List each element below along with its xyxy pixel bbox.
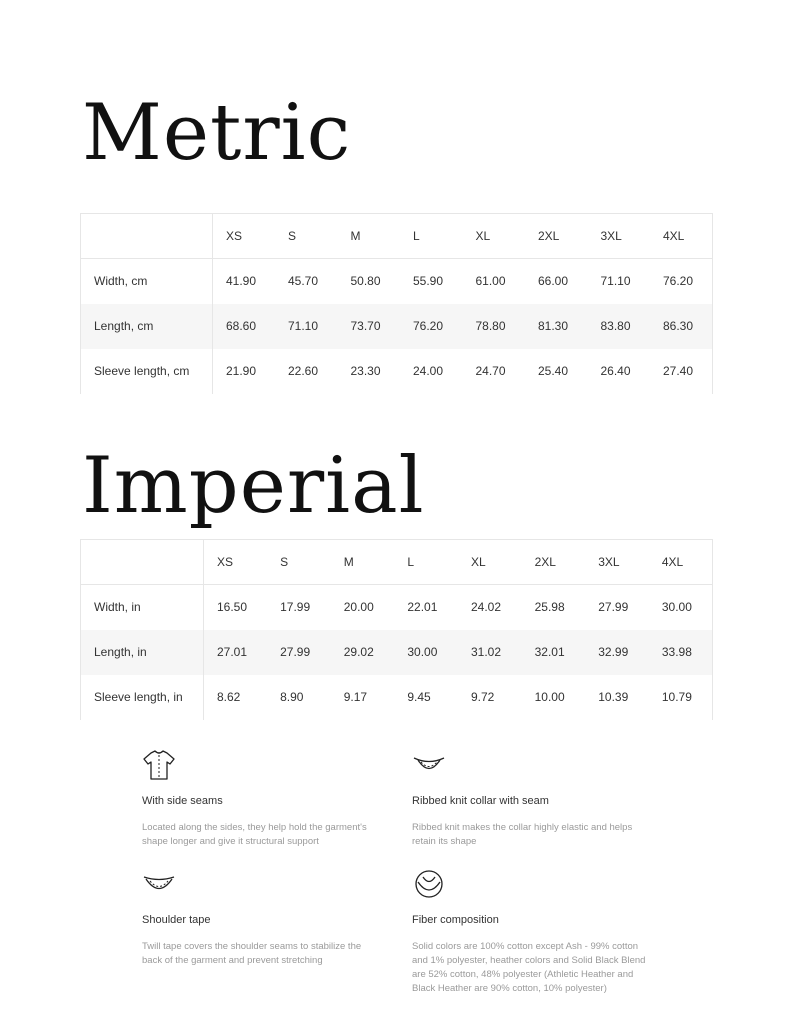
table-cell: 86.30 <box>650 304 713 349</box>
row-label: Length, in <box>81 630 204 675</box>
table-cell: 17.99 <box>280 600 311 615</box>
collar-icon <box>412 749 446 781</box>
table-cell: 9.17 <box>343 690 368 704</box>
table-cell: 9.45 <box>407 690 431 704</box>
table-cell: 29.02 <box>343 645 374 659</box>
size-header: XL <box>471 555 486 569</box>
feature-title: Fiber composition <box>412 914 499 926</box>
size-header: M <box>350 229 361 243</box>
row-label: Width, cm <box>81 259 213 304</box>
feature-description: Solid colors are 100% cotton except Ash - 99% cotton and 1% polyester, heather colors and Solid Black Blend are 52% cotton, 48% polyester (Athletic Heather and Black Heather are 90% cotton, 10% polyester) <box>412 941 646 995</box>
size-header: XL <box>475 229 491 243</box>
table-cell: 8.62 <box>217 690 241 704</box>
table-corner-cell <box>81 540 204 585</box>
table-row <box>81 349 713 394</box>
table-header-row <box>81 214 713 259</box>
table-cell: 27.99 <box>280 645 311 659</box>
fiber-icon <box>412 868 446 900</box>
table-cell: 33.98 <box>649 630 713 675</box>
table-cell: 83.80 <box>600 319 631 333</box>
table-corner-cell <box>81 214 213 259</box>
size-header: 4XL <box>649 540 713 585</box>
row-label: Sleeve length, in <box>81 675 204 720</box>
table-cell: 41.90 <box>226 274 257 289</box>
feature-description: Ribbed knit makes the collar highly elastic and helps retain its shape <box>412 822 633 848</box>
size-header: 3XL <box>598 555 620 569</box>
table-cell: 73.70 <box>350 319 381 333</box>
table-header-row <box>81 540 713 585</box>
shoulder-tape-icon <box>142 868 176 900</box>
table-cell: 22.01 <box>407 600 438 615</box>
table-cell: 24.02 <box>471 600 502 615</box>
feature-title: Shoulder tape <box>142 914 211 926</box>
table-cell: 76.20 <box>413 319 444 333</box>
table-row <box>81 675 713 720</box>
metric-size-table <box>80 213 713 394</box>
table-cell: 10.00 <box>534 690 565 704</box>
table-cell: 23.30 <box>350 364 381 378</box>
table-row <box>81 259 713 304</box>
size-header: L <box>413 229 420 243</box>
feature-title: With side seams <box>142 795 223 807</box>
size-header: S <box>288 229 297 243</box>
size-header: M <box>343 555 354 569</box>
size-header: S <box>280 555 289 569</box>
imperial-size-table <box>80 539 713 720</box>
size-header: XS <box>217 555 234 569</box>
table-cell: 30.00 <box>407 645 438 659</box>
table-cell: 81.30 <box>538 319 569 333</box>
size-header: XS <box>226 229 243 243</box>
feature-title: Ribbed knit collar with seam <box>412 795 549 807</box>
table-cell: 71.10 <box>600 274 631 289</box>
table-cell: 27.01 <box>217 645 248 659</box>
table-cell: 66.00 <box>538 274 569 289</box>
size-header: 3XL <box>600 229 622 243</box>
table-cell: 27.99 <box>598 600 629 615</box>
imperial-heading: Imperial <box>82 441 425 531</box>
row-label: Length, cm <box>81 304 213 349</box>
table-cell: 78.80 <box>475 319 506 333</box>
table-cell: 68.60 <box>226 319 257 333</box>
table-cell: 45.70 <box>288 274 319 289</box>
table-cell: 24.00 <box>413 364 444 378</box>
feature-shoulder-tape <box>142 868 382 968</box>
table-row <box>81 630 713 675</box>
table-cell: 8.90 <box>280 690 304 704</box>
table-cell: 26.40 <box>600 364 631 378</box>
feature-description: Located along the sides, they help hold the garment's shape longer and give it structural support <box>142 822 367 848</box>
table-cell: 31.02 <box>471 645 502 659</box>
row-label: Width, in <box>81 585 204 630</box>
table-cell: 27.40 <box>650 349 713 394</box>
table-cell: 50.80 <box>350 274 381 289</box>
table-cell: 10.39 <box>598 690 629 704</box>
feature-collar <box>412 749 652 849</box>
table-cell: 22.60 <box>288 364 319 378</box>
tshirt-icon <box>142 749 176 781</box>
table-cell: 30.00 <box>649 585 713 630</box>
table-cell: 9.72 <box>471 690 495 704</box>
table-row <box>81 304 713 349</box>
table-cell: 55.90 <box>413 274 444 289</box>
feature-description: Twill tape covers the shoulder seams to stabilize the back of the garment and prevent stretching <box>142 941 362 967</box>
table-cell: 25.40 <box>538 364 569 378</box>
table-cell: 32.99 <box>598 645 629 659</box>
table-cell: 21.90 <box>226 364 257 378</box>
table-row <box>81 585 713 630</box>
size-header: 2XL <box>534 555 556 569</box>
table-cell: 25.98 <box>534 600 565 615</box>
size-header: L <box>407 555 415 569</box>
table-cell: 24.70 <box>475 364 506 378</box>
metric-heading: Metric <box>82 88 352 178</box>
table-cell: 20.00 <box>343 600 374 615</box>
table-cell: 76.20 <box>650 259 713 304</box>
row-label: Sleeve length, cm <box>81 349 213 394</box>
size-header: 4XL <box>650 214 713 259</box>
table-cell: 32.01 <box>534 645 565 659</box>
table-cell: 71.10 <box>288 319 319 333</box>
table-cell: 10.79 <box>649 675 713 720</box>
table-cell: 16.50 <box>217 600 248 615</box>
size-header: 2XL <box>538 229 560 243</box>
table-cell: 61.00 <box>475 274 506 289</box>
feature-side-seams <box>142 749 382 849</box>
feature-fiber-composition <box>412 868 652 996</box>
